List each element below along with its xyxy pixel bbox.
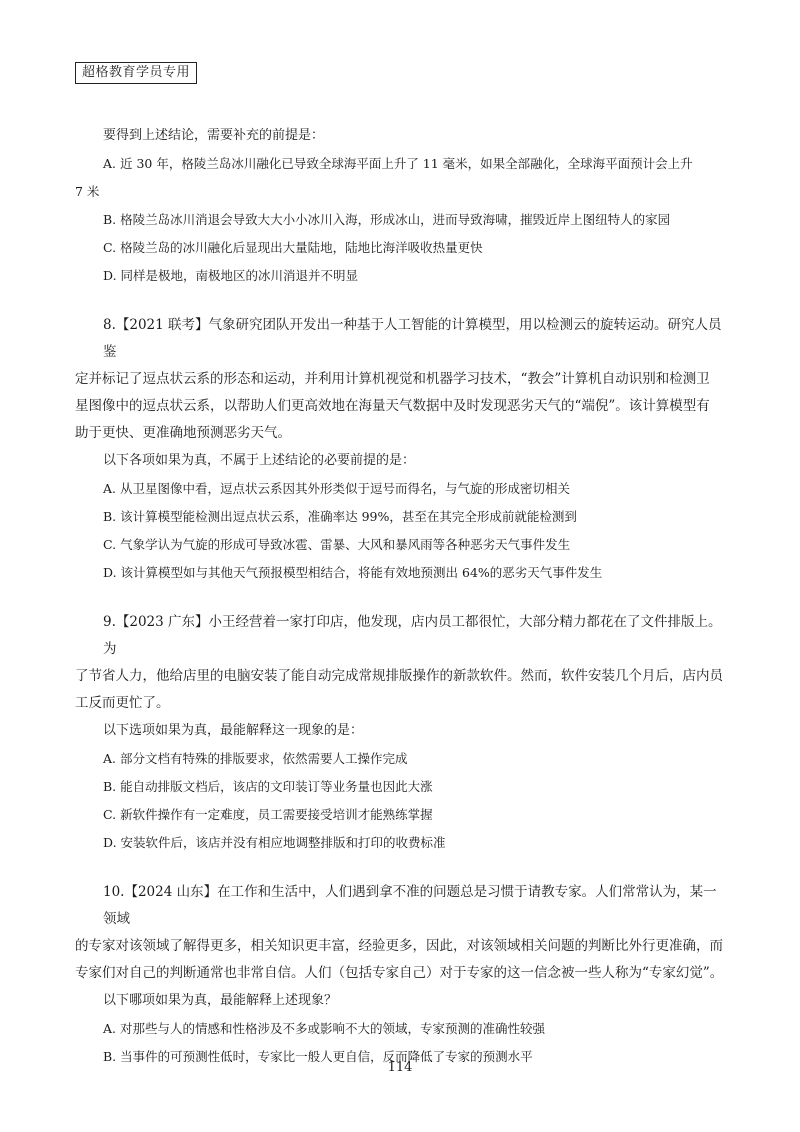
option-a: A. 从卫星图像中看，逗点状云系因其外形类似于逗号而得名，与气旋的形成密切相关: [103, 481, 570, 496]
question-text-line: 9.【2023 广东】小王经营着一家打印店，他发现，店内员工都很忙，大部分精力都花在了文件排版上。为: [103, 614, 722, 657]
option-c: C. 新软件操作有一定难度，员工需要接受培训才能熟练掌握: [103, 807, 433, 822]
option-a-continued: 7 米: [75, 184, 100, 199]
question-text-line: 了节省人力，他给店里的电脑安装了能自动完成常规排版操作的新款软件。然而，软件安装几个月后，店内员: [75, 668, 723, 684]
page-content: [75, 122, 725, 1071]
question-text-line: 的专家对该领域了解得更多，相关知识更丰富，经验更多，因此，对该领域相关问题的判断比外行更准确，而: [75, 938, 723, 954]
option-b: B. 格陵兰岛冰川消退会导致大大小小冰川入海，形成冰山，进而导致海啸，摧毁近岸上图纽特人的家园: [103, 212, 671, 227]
question-text-line: 10.【2024 山东】在工作和生活中，人们遇到拿不准的问题总是习惯于请教专家。人们常常认为，某一领域: [103, 884, 717, 927]
question-text-line: 星图像中的逗点状云系，以帮助人们更高效地在海量天气数据中及时发现恶劣天气的“端倪”。该计算模型有: [75, 398, 710, 414]
option-b: B. 能自动排版文档后，该店的文印装订等业务量也因此大涨: [103, 779, 433, 794]
question-prompt: 以下选项如果为真，最能解释这一现象的是：: [103, 723, 364, 738]
question-text-line: 工反而更忙了。: [75, 695, 170, 711]
question-10: [75, 879, 725, 1071]
option-d: D. 该计算模型如与其他天气预报模型相结合，将能有效地预测出 64%的恶劣天气事件发生: [103, 565, 603, 580]
question-text-line: 专家们对自己的判断通常也非常自信。人们（包括专家自己）对于专家的这一信念被一些人称为“专家幻觉”。: [75, 965, 724, 981]
question-8: [75, 312, 725, 587]
watermark-stamp: 超格教育学员专用: [75, 62, 197, 84]
option-c: C. 格陵兰岛的冰川融化后显现出大量陆地，陆地比海洋吸收热量更快: [103, 240, 483, 255]
page-number: 114: [387, 1060, 413, 1075]
option-a: A. 对那些与人的情感和性格涉及不多或影响不大的领域，专家预测的准确性较强: [103, 1021, 545, 1036]
option-b: B. 当事件的可预测性低时，专家比一般人更自信，反而降低了专家的预测水平: [103, 1049, 533, 1064]
question-prompt: 以下各项如果为真，不属于上述结论的必要前提的是：: [103, 453, 416, 468]
question-prompt: 要得到上述结论，需要补充的前提是：: [103, 128, 325, 143]
option-d: D. 同样是极地，南极地区的冰川消退并不明显: [103, 268, 359, 283]
option-d: D. 安装软件后，该店并没有相应地调整排版和打印的收费标准: [103, 835, 446, 850]
question-text-line: 定并标记了逗点状云系的形态和运动，并利用计算机视觉和机器学习技术，“教会”计算机自动识别和检测卫: [75, 371, 710, 387]
question-text-line: 助于更快、更准确地预测恶劣天气。: [75, 425, 291, 441]
question-7: [75, 122, 725, 290]
option-c: C. 气象学认为气旋的形成可导致冰雹、雷暴、大风和暴风雨等各种恶劣天气事件发生: [103, 537, 571, 552]
question-9: [75, 609, 725, 857]
question-prompt: 以下哪项如果为真，最能解释上述现象？: [103, 993, 338, 1008]
option-a: A. 近 30 年，格陵兰岛冰川融化已导致全球海平面上升了 11 毫米，如果全部融化，全球海平面预计会上升: [103, 156, 693, 171]
question-text-line: 8.【2021 联考】气象研究团队开发出一种基于人工智能的计算模型，用以检测云的旋转运动。研究人员鉴: [103, 317, 722, 360]
option-a: A. 部分文档有特殊的排版要求，依然需要人工操作完成: [103, 751, 408, 766]
option-b: B. 该计算模型能检测出逗点状云系，准确率达 99%，甚至在其完全形成前就能检测到: [103, 509, 577, 524]
